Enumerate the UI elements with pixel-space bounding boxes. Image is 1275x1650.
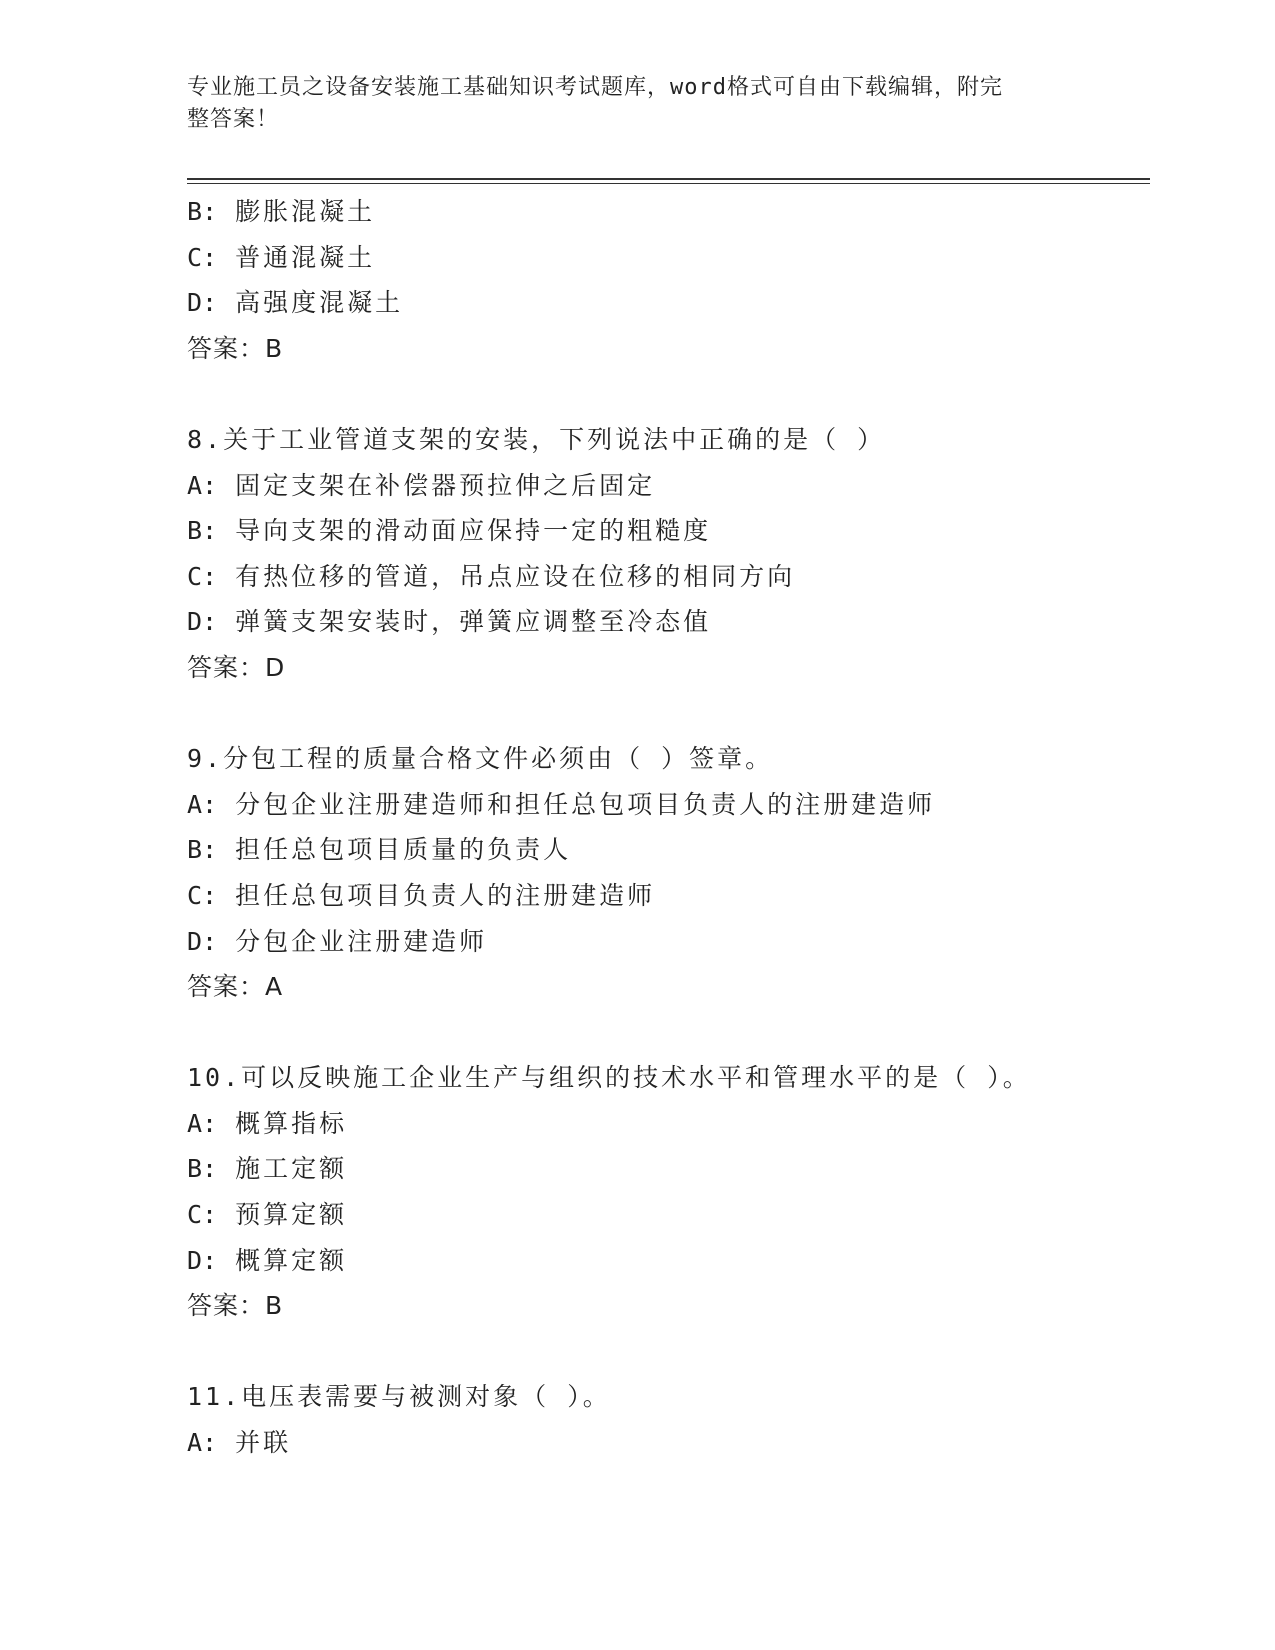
- option-b: [187, 189, 1147, 235]
- document-header: [187, 72, 1087, 136]
- option-a: [187, 1101, 1147, 1147]
- question-stem: 10.可以反映施工企业生产与组织的技术水平和管理水平的是（ ）。: [187, 1063, 1031, 1093]
- option-text: 固定支架在补偿器预拉伸之后固定: [235, 470, 656, 500]
- option-letter: A:: [187, 470, 218, 500]
- option-text: 施工定额: [235, 1154, 348, 1184]
- question-7-continued: [187, 189, 1147, 371]
- option-b: [187, 508, 1147, 554]
- option-text: 并联: [235, 1428, 292, 1458]
- answer-line: 答案：B: [187, 333, 284, 363]
- option-text: 普通混凝土: [235, 242, 376, 272]
- option-letter: D:: [187, 607, 218, 637]
- option-letter: C:: [187, 1200, 218, 1230]
- spacer: [187, 371, 1147, 417]
- option-letter: D:: [187, 288, 218, 318]
- option-letter: D:: [187, 926, 218, 956]
- option-d: [187, 280, 1147, 326]
- option-letter: C:: [187, 242, 218, 272]
- option-text: 导向支架的滑动面应保持一定的粗糙度: [235, 516, 712, 546]
- question-stem: 11.电压表需要与被测对象（ ）。: [187, 1382, 611, 1412]
- option-a: [187, 463, 1147, 509]
- question-list: [187, 189, 1147, 1466]
- option-letter: A:: [187, 1428, 218, 1458]
- option-c: [187, 554, 1147, 600]
- option-a: [187, 782, 1147, 828]
- option-letter: B:: [187, 1154, 218, 1184]
- header-divider-thin: [187, 183, 1150, 184]
- answer-line: 答案：D: [187, 652, 286, 682]
- option-letter: D:: [187, 1245, 218, 1275]
- option-text: 担任总包项目质量的负责人: [235, 835, 572, 865]
- question-10: [187, 1055, 1147, 1329]
- option-c: [187, 873, 1147, 919]
- option-letter: C:: [187, 561, 218, 591]
- question-stem: 9.分包工程的质量合格文件必须由（ ）签章。: [187, 744, 774, 774]
- option-d: [187, 599, 1147, 645]
- question-8: [187, 417, 1147, 691]
- option-letter: C:: [187, 880, 218, 910]
- option-text: 概算指标: [235, 1108, 348, 1138]
- option-text: 分包企业注册建造师: [235, 926, 488, 956]
- question-9: [187, 736, 1147, 1010]
- option-text: 有热位移的管道，吊点应设在位移的相同方向: [235, 561, 796, 591]
- spacer: [187, 1010, 1147, 1056]
- option-c: [187, 235, 1147, 281]
- option-d: [187, 919, 1147, 965]
- option-text: 担任总包项目负责人的注册建造师: [235, 880, 656, 910]
- option-text: 膨胀混凝土: [235, 197, 376, 226]
- option-a: [187, 1420, 1147, 1466]
- question-11: [187, 1374, 1147, 1465]
- header-divider-thick: [187, 178, 1150, 180]
- answer-line: 答案：A: [187, 972, 284, 1002]
- option-letter: A:: [187, 789, 218, 819]
- option-text: 分包企业注册建造师和担任总包项目负责人的注册建造师: [235, 789, 936, 819]
- option-text: 概算定额: [235, 1245, 348, 1275]
- question-stem: 8.关于工业管道支架的安装，下列说法中正确的是（ ）: [187, 424, 886, 454]
- option-text: 弹簧支架安装时，弹簧应调整至冷态值: [235, 607, 712, 637]
- header-line-2: 整答案！: [187, 107, 280, 132]
- header-line-1: 专业施工员之设备安装施工基础知识考试题库，word格式可自由下载编辑，附完: [187, 75, 1003, 100]
- option-c: [187, 1192, 1147, 1238]
- option-d: [187, 1238, 1147, 1284]
- option-b: [187, 1146, 1147, 1192]
- spacer: [187, 1329, 1147, 1375]
- option-letter: A:: [187, 1108, 218, 1138]
- option-letter: B:: [187, 835, 218, 865]
- answer-line: 答案：B: [187, 1291, 284, 1321]
- option-letter: B:: [187, 516, 218, 546]
- option-b: [187, 827, 1147, 873]
- option-letter: B:: [187, 197, 218, 226]
- option-text: 预算定额: [235, 1200, 348, 1230]
- option-text: 高强度混凝土: [235, 288, 404, 318]
- spacer: [187, 691, 1147, 737]
